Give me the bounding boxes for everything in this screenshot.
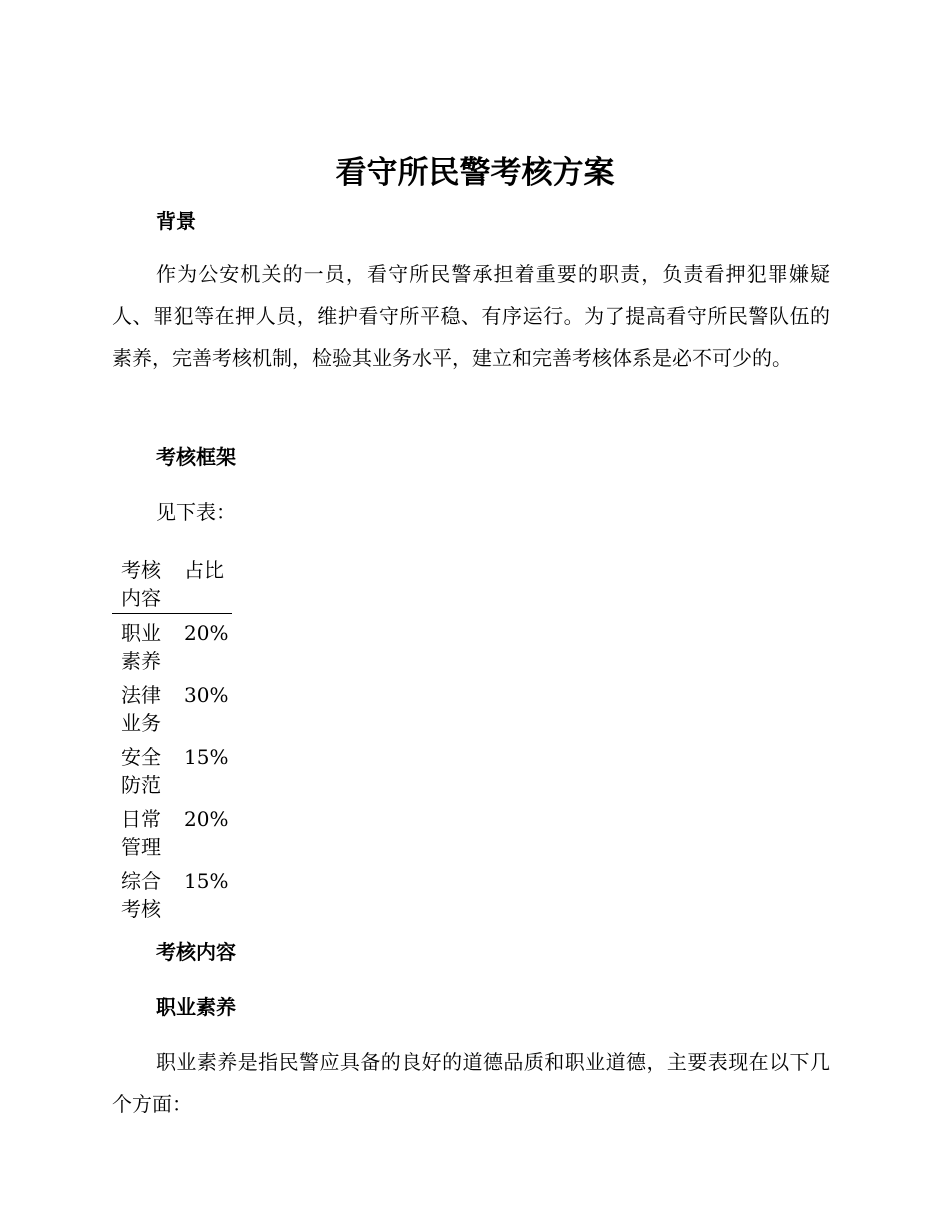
table-cell-ratio: 30% [184,683,229,707]
table-cell-ratio: 15% [184,745,229,769]
table-cell-item: 法律业务 [121,683,161,735]
paragraph-professional: 职业素养是指民警应具备的良好的道德品质和职业道德，主要表现在以下几个方面： [112,1050,830,1116]
table-cell-ratio: 20% [184,621,229,645]
table-cell-item: 安全防范 [121,745,161,797]
table-row [112,742,232,804]
paragraph-background: 作为公安机关的一员，看守所民警承担着重要的职责，负责看押犯罪嫌疑人、罪犯等在押人员，维护看守所平稳、有序运行。为了提高看守所民警队伍的素养，完善考核机制，检验其业务水平，建立和完善考核体系是必不可少的。 [112,262,830,370]
table-cell-ratio: 20% [184,807,229,831]
table-row [112,866,232,928]
table-cell-ratio: 15% [184,869,229,893]
table-cell-item: 综合考核 [121,869,161,921]
table-row [112,804,232,866]
heading-background: 背景 [156,209,196,233]
assessment-table [112,555,232,928]
table-row [112,618,232,680]
table-cell-item: 职业素养 [121,621,161,673]
table-header-item: 考核内容 [121,558,161,610]
paragraph-framework-intro: 见下表： [156,500,236,524]
document-title: 看守所民警考核方案 [335,155,615,191]
table-row [112,680,232,742]
table-header-ratio: 占比 [184,558,224,582]
table-cell-item: 日常管理 [121,807,161,859]
heading-framework: 考核框架 [156,445,236,469]
heading-content: 考核内容 [156,940,236,964]
table-header-row [112,555,232,614]
heading-professional: 职业素养 [156,995,236,1019]
